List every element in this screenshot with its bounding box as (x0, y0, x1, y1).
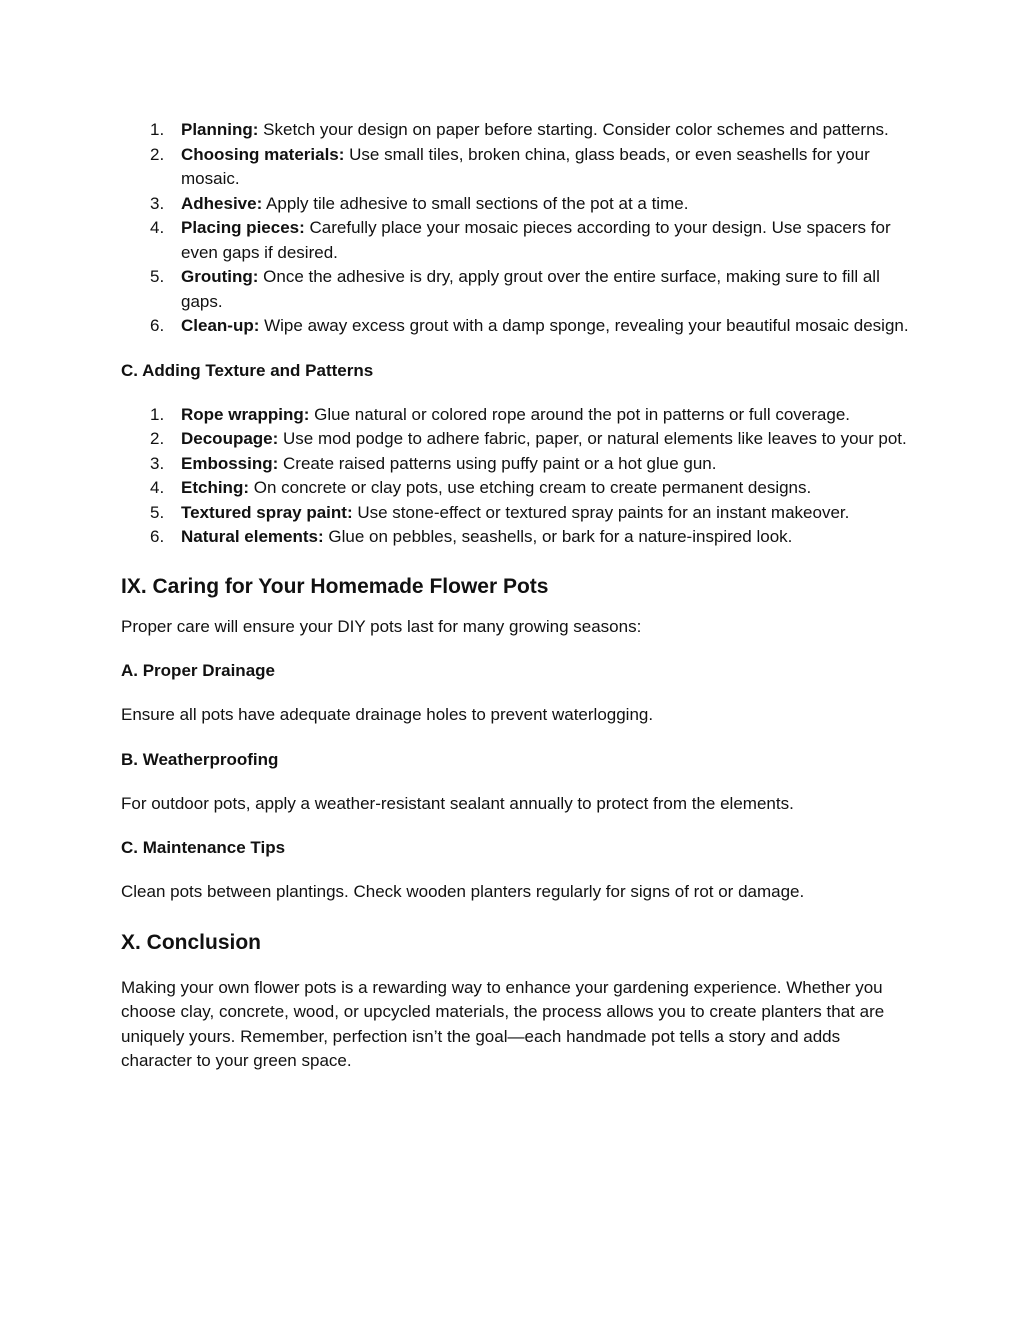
list-term: Rope wrapping: (181, 404, 310, 424)
list-number: 4. (150, 478, 165, 497)
list-text: Wipe away excess grout with a damp sponge, revealing your beautiful mosaic design. (259, 316, 909, 335)
list-term: Natural elements: (181, 527, 324, 546)
list-number: 1. (150, 404, 165, 424)
texture-steps-list (121, 403, 911, 550)
list-item (121, 216, 911, 265)
list-term: Grouting: (181, 267, 259, 286)
list-item (121, 501, 911, 526)
list-text: On concrete or clay pots, use etching cream to create permanent designs. (249, 478, 812, 497)
list-text: Use small tiles, broken china, glass beads, or even seashells for your mosaic. (181, 144, 870, 188)
list-number: 2. (150, 144, 165, 164)
list-term: Textured spray paint: (181, 502, 353, 522)
list-term: Etching: (181, 478, 249, 497)
drainage-text: Ensure all pots have adequate drainage holes to prevent waterlogging. (121, 705, 654, 724)
list-term: Decoupage: (181, 429, 279, 448)
maintenance-heading: C. Maintenance Tips (121, 838, 286, 857)
caring-intro: Proper care will ensure your DIY pots last for many growing seasons: (121, 616, 642, 636)
caring-heading: IX. Caring for Your Homemade Flower Pots (121, 574, 549, 598)
list-number: 6. (150, 527, 165, 546)
weatherproofing-text: For outdoor pots, apply a weather-resistant sealant annually to protect from the elements. (121, 793, 794, 813)
list-item (121, 143, 911, 192)
list-term: Adhesive: (181, 193, 263, 213)
list-text: Glue on pebbles, seashells, or bark for a nature-inspired look. (323, 527, 793, 546)
list-item (121, 525, 911, 550)
list-item (121, 427, 911, 452)
list-number: 5. (150, 502, 165, 522)
list-number: 2. (150, 429, 165, 448)
list-item (121, 314, 911, 339)
document-page (121, 118, 911, 1074)
maintenance-text: Clean pots between plantings. Check wooden planters regularly for signs of rot or damage. (121, 882, 805, 901)
drainage-heading: A. Proper Drainage (121, 661, 275, 680)
list-item (121, 452, 911, 477)
list-number: 5. (150, 267, 165, 286)
list-term: Embossing: (181, 453, 279, 473)
list-term: Clean-up: (181, 316, 260, 335)
list-text: Carefully place your mosaic pieces according to your design. Use spacers for even gaps if desired. (181, 218, 891, 262)
list-number: 1. (150, 120, 165, 139)
list-item (121, 403, 911, 428)
list-term: Planning: (181, 120, 259, 139)
list-text: Use mod podge to adhere fabric, paper, or natural elements like leaves to your pot. (278, 429, 907, 448)
conclusion-text: Making your own flower pots is a rewarding way to enhance your gardening experience. Whether you choose clay, concrete, wood, or upcycled materials, the process allows you to create planters that are uniquely yours. Remember, perfection isn’t the goal—each handmade pot tells a story and adds character to your green space. (121, 977, 885, 1070)
conclusion-heading: X. Conclusion (121, 930, 262, 954)
list-text: Once the adhesive is dry, apply grout over the entire surface, making sure to fill all gaps. (181, 267, 880, 311)
list-text: Apply tile adhesive to small sections of the pot at a time. (262, 193, 689, 213)
list-number: 3. (150, 193, 165, 213)
list-term: Placing pieces: (181, 218, 305, 237)
weatherproofing-heading: B. Weatherproofing (121, 749, 279, 769)
list-number: 4. (150, 218, 165, 237)
mosaic-steps-list (121, 118, 911, 339)
list-item (121, 476, 911, 501)
list-item (121, 192, 911, 217)
list-item (121, 265, 911, 314)
list-text: Create raised patterns using puffy paint or a hot glue gun. (278, 453, 717, 473)
list-text: Sketch your design on paper before starting. Consider color schemes and patterns. (258, 120, 889, 139)
list-text: Glue natural or colored rope around the pot in patterns or full coverage. (309, 404, 850, 424)
list-text: Use stone-effect or textured spray paints for an instant makeover. (352, 502, 850, 522)
list-item (121, 118, 911, 143)
list-term: Choosing materials: (181, 144, 345, 164)
texture-heading: C. Adding Texture and Patterns (121, 360, 374, 380)
list-number: 6. (150, 316, 165, 335)
list-number: 3. (150, 453, 165, 473)
